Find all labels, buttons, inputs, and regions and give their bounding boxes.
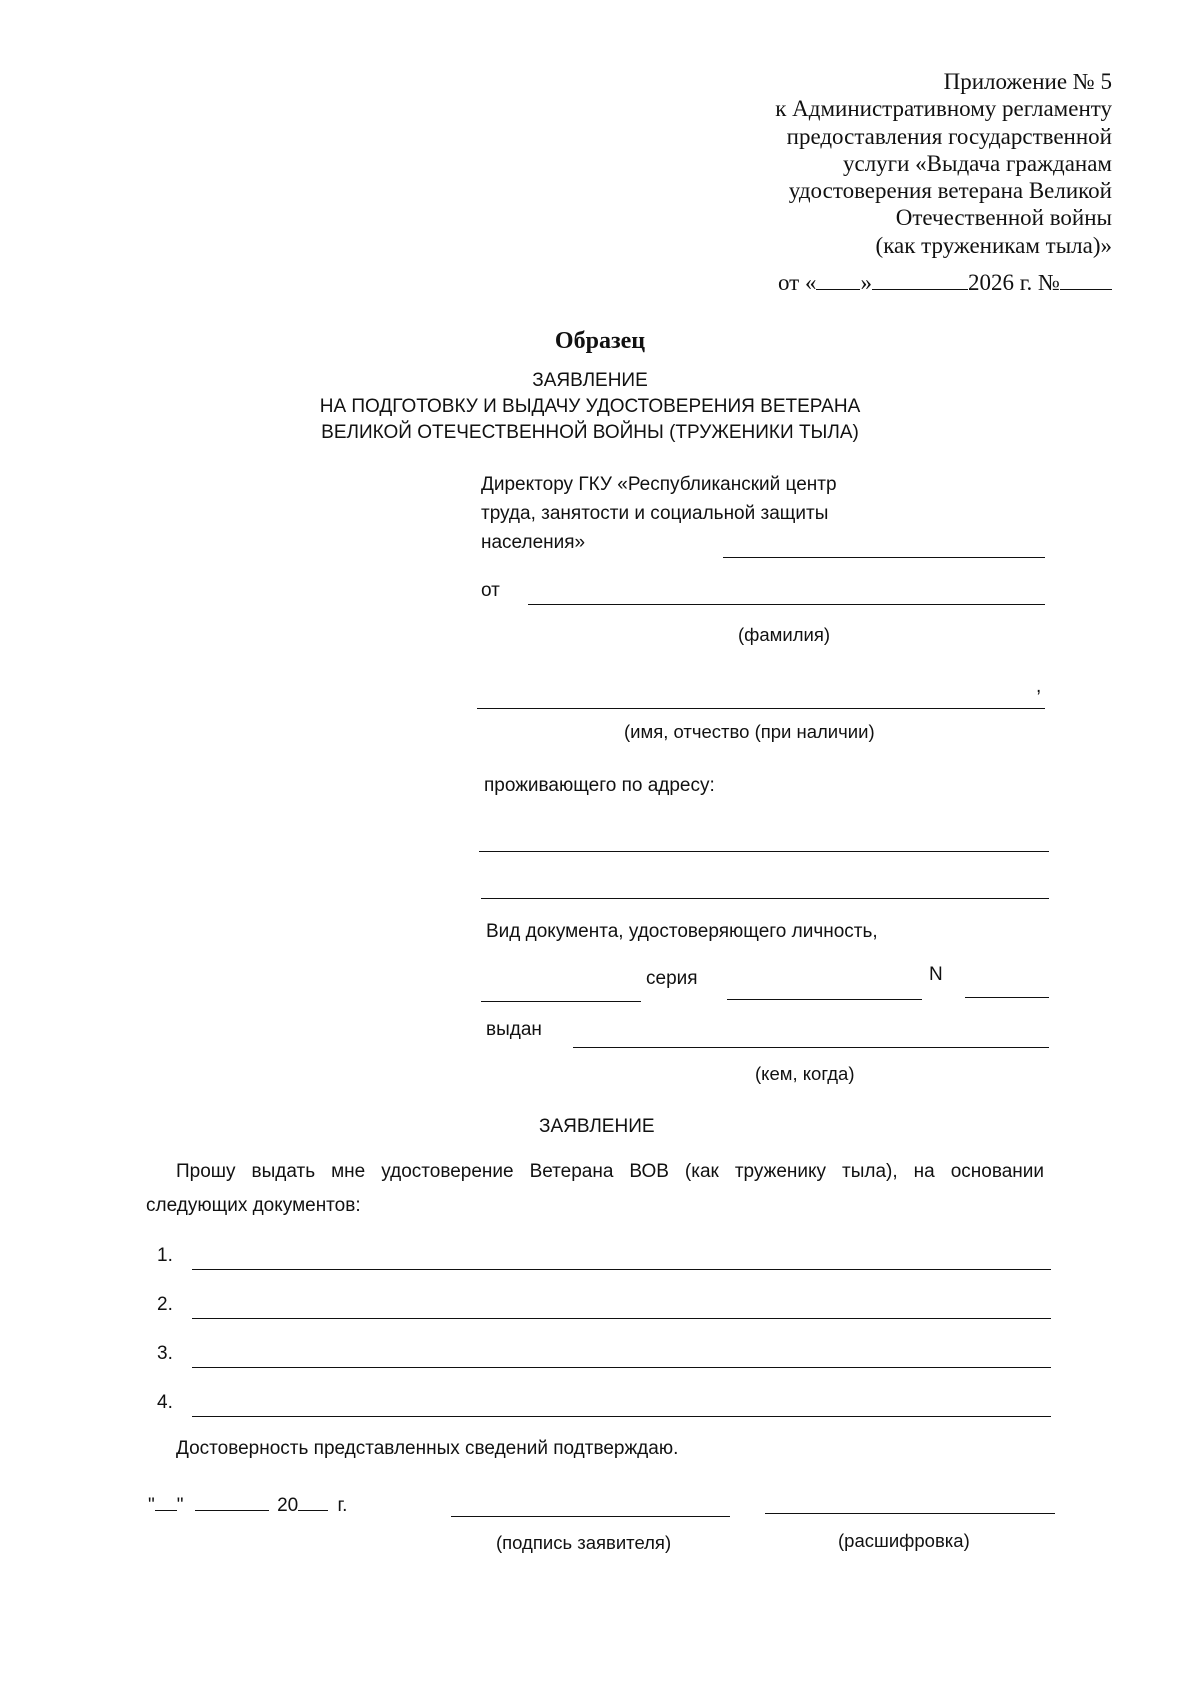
document-field-2[interactable] xyxy=(192,1318,1051,1319)
from-label: от xyxy=(481,580,500,601)
request-text-continuation: следующих документов: xyxy=(146,1195,361,1216)
document-item-number: 2. xyxy=(157,1294,173,1315)
signature-caption: (подпись заявителя) xyxy=(496,1532,672,1553)
appendix-header xyxy=(775,68,1112,296)
surname-caption: (фамилия) xyxy=(738,624,831,645)
day-blank[interactable] xyxy=(816,259,860,290)
series-field[interactable] xyxy=(727,999,922,1000)
addressee-line: труда, занятости и социальной защиты xyxy=(481,503,829,524)
date-day-blank[interactable] xyxy=(155,1490,177,1511)
header-date-line: от « » 2026 г. № xyxy=(775,259,1112,296)
header-line: Приложение № 5 xyxy=(943,69,1112,94)
id-document-label: Вид документа, удостоверяющего личность, xyxy=(486,921,878,942)
month-blank[interactable] xyxy=(872,259,968,290)
header-line: Отечественной войны xyxy=(895,205,1112,231)
addressee-block xyxy=(481,470,837,557)
title-line: ЗАЯВЛЕНИЕ xyxy=(532,370,648,391)
document-field-3[interactable] xyxy=(192,1367,1051,1368)
document-field-1[interactable] xyxy=(192,1269,1051,1270)
addressee-blank[interactable] xyxy=(723,557,1045,558)
title-line: ВЕЛИКОЙ ОТЕЧЕСТВЕННОЙ ВОЙНЫ (ТРУЖЕНИКИ ТЫЛА) xyxy=(321,422,859,443)
header-line: (как труженикам тыла)» xyxy=(875,232,1112,258)
number-field[interactable] xyxy=(965,997,1049,998)
decoding-caption: (расшифровка) xyxy=(838,1530,970,1551)
issued-field[interactable] xyxy=(573,1047,1049,1048)
date-row: " " 20 г. xyxy=(148,1490,347,1519)
confirmation-text: Достоверность представленных сведений подтверждаю. xyxy=(176,1438,679,1459)
id-type-field[interactable] xyxy=(481,1001,641,1002)
request-text: Прошу выдать мне удостоверение Ветерана ВОВ (как труженику тыла), на основании xyxy=(176,1161,1044,1182)
date-month-blank[interactable] xyxy=(195,1490,269,1511)
comma-mark: , xyxy=(1036,676,1042,697)
address-label: проживающего по адресу: xyxy=(484,775,715,796)
header-line: услуги «Выдача гражданам xyxy=(842,150,1112,176)
addressee-line: Директору ГКУ «Республиканский центр xyxy=(481,474,837,495)
header-line: удостоверения ветерана Великой xyxy=(788,178,1112,204)
document-item-number: 3. xyxy=(157,1343,173,1364)
series-label: серия xyxy=(646,968,698,989)
decoding-field[interactable] xyxy=(765,1513,1055,1514)
number-label: N xyxy=(929,964,943,985)
address-field-2[interactable] xyxy=(481,898,1049,899)
signature-field[interactable] xyxy=(451,1516,730,1517)
date-year-blank[interactable] xyxy=(298,1490,328,1511)
document-item-number: 1. xyxy=(157,1245,173,1266)
number-blank[interactable] xyxy=(1060,259,1112,290)
header-line: предоставления государственной xyxy=(786,123,1112,149)
document-title xyxy=(300,368,880,446)
name-field[interactable] xyxy=(477,708,1045,709)
document-item-number: 4. xyxy=(157,1392,173,1413)
addressee-line: населения» xyxy=(481,532,586,553)
body-heading: ЗАЯВЛЕНИЕ xyxy=(539,1116,655,1137)
document-field-4[interactable] xyxy=(192,1416,1051,1417)
surname-field[interactable] xyxy=(528,604,1045,605)
name-caption: (имя, отчество (при наличии) xyxy=(624,721,875,742)
issued-caption: (кем, когда) xyxy=(755,1063,855,1084)
header-line: к Административному регламенту xyxy=(775,96,1112,122)
address-field-1[interactable] xyxy=(479,851,1049,852)
issued-label: выдан xyxy=(486,1019,542,1040)
sample-label: Образец xyxy=(554,328,646,354)
title-line: НА ПОДГОТОВКУ И ВЫДАЧУ УДОСТОВЕРЕНИЯ ВЕТЕРАНА xyxy=(319,396,861,417)
